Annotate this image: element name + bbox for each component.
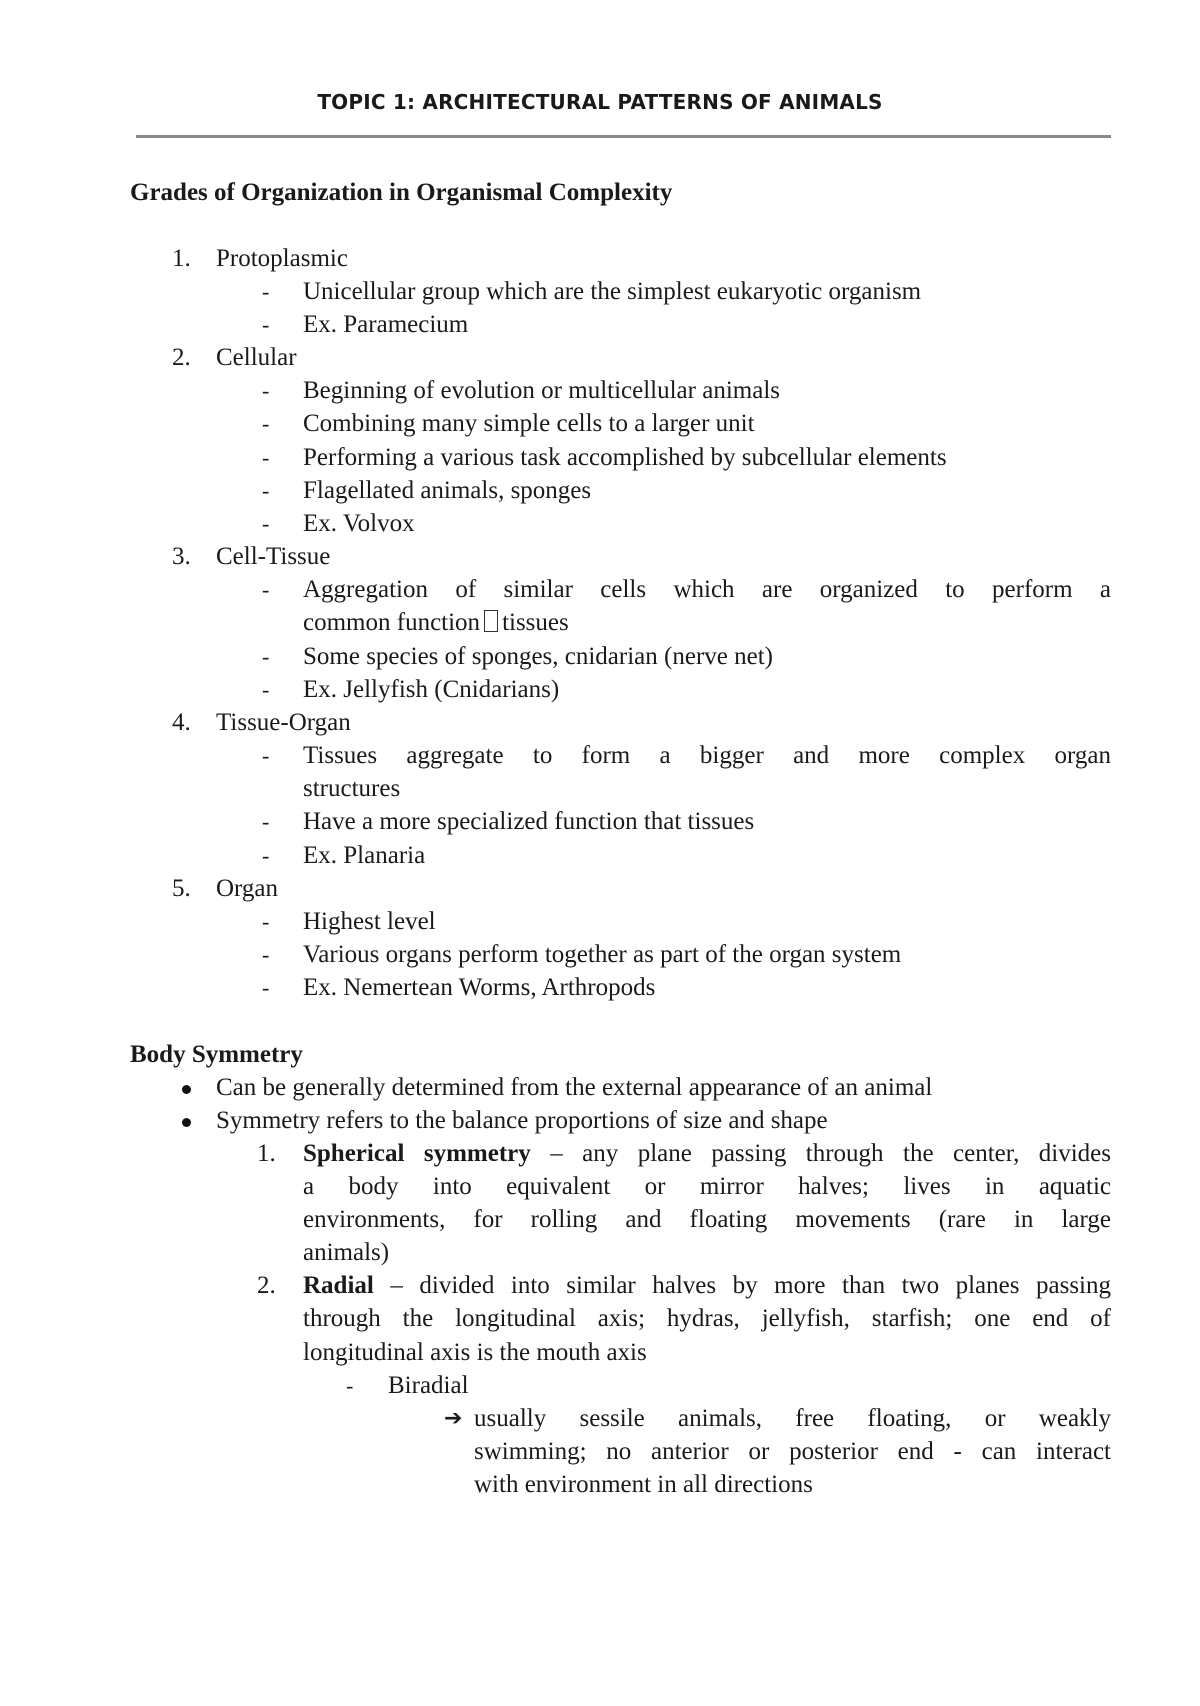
- list-point: Ex. Volvox: [303, 510, 415, 537]
- sublist-line: through the longitudinal axis; hydras, jellyfish, starfish; one end of: [303, 1305, 1111, 1332]
- list-point: Ex. Jellyfish (Cnidarians): [303, 676, 560, 703]
- list-point: Have a more specialized function that tissues: [303, 808, 755, 835]
- bullet-item: Symmetry refers to the balance proportions of size and shape: [216, 1107, 828, 1134]
- list-point: Ex. Paramecium: [303, 311, 469, 338]
- missing-glyph-icon: [484, 610, 498, 632]
- list-point: Ex. Nemertean Worms, Arthropods: [303, 974, 656, 1001]
- sublist-line: a body into equivalent or mirror halves; lives in aquatic: [303, 1173, 1111, 1200]
- title-divider: [136, 135, 1111, 138]
- dash-marker: -: [262, 942, 270, 967]
- biradial-label: Biradial: [388, 1372, 469, 1399]
- list-number: 4.: [172, 709, 191, 736]
- sublist-line: longitudinal axis is the mouth axis: [303, 1339, 647, 1366]
- list-point-text: common function: [303, 609, 481, 636]
- list-point: Ex. Planaria: [303, 842, 426, 869]
- term-description: – any plane passing through the center, divides: [550, 1140, 1111, 1167]
- section-heading-body-symmetry: Body Symmetry: [130, 1041, 303, 1068]
- dash-marker: -: [262, 445, 270, 470]
- term-description: – divided into similar halves by more than two planes passing: [390, 1272, 1111, 1299]
- list-point: Tissues aggregate to form a bigger and more complex organ: [303, 742, 1111, 769]
- dash-marker: -: [262, 577, 270, 602]
- sublist-number: 2.: [257, 1272, 276, 1299]
- list-point-continuation: [303, 606, 569, 639]
- list-point: Beginning of evolution or multicellular animals: [303, 377, 780, 404]
- section-heading-grades: Grades of Organization in Organismal Complexity: [130, 179, 673, 206]
- dash-marker: -: [262, 809, 270, 834]
- dash-marker: -: [262, 511, 270, 536]
- list-point: Flagellated animals, sponges: [303, 477, 592, 504]
- arrow-point-line: swimming; no anterior or posterior end - can interact: [474, 1438, 1111, 1465]
- list-item-label: Tissue-Organ: [216, 709, 351, 736]
- list-point: Performing a various task accomplished by subcellular elements: [303, 444, 947, 471]
- dash-marker: -: [262, 743, 270, 768]
- term-spherical-symmetry: Spherical symmetry: [303, 1140, 531, 1167]
- arrow-point-line: usually sessile animals, free floating, or weakly: [474, 1405, 1111, 1432]
- page-title: TOPIC 1: ARCHITECTURAL PATTERNS OF ANIMALS: [317, 90, 883, 114]
- dash-marker: -: [262, 312, 270, 337]
- term-radial: Radial: [303, 1272, 374, 1299]
- list-point-continuation: structures: [303, 775, 401, 802]
- dash-marker: -: [262, 279, 270, 304]
- arrow-right-icon: ➔: [444, 1406, 463, 1431]
- dash-marker: -: [346, 1373, 354, 1398]
- dash-marker: -: [262, 378, 270, 403]
- sublist-line: environments, for rolling and floating movements (rare in large: [303, 1206, 1111, 1233]
- arrow-point-line: with environment in all directions: [474, 1471, 813, 1498]
- list-point: Highest level: [303, 908, 436, 935]
- bullet-icon: [182, 1085, 191, 1094]
- dash-marker: -: [262, 909, 270, 934]
- dash-marker: -: [262, 478, 270, 503]
- dash-marker: -: [262, 975, 270, 1000]
- list-item-label: Organ: [216, 875, 279, 902]
- list-number: 5.: [172, 875, 191, 902]
- sublist-line: [303, 1137, 1111, 1170]
- sublist-line: animals): [303, 1239, 390, 1266]
- list-number: 3.: [172, 543, 191, 570]
- list-point: Some species of sponges, cnidarian (nerve net): [303, 643, 773, 670]
- list-point: Combining many simple cells to a larger unit: [303, 410, 755, 437]
- sublist-number: 1.: [257, 1140, 276, 1167]
- dash-marker: -: [262, 677, 270, 702]
- list-point-text: tissues: [502, 609, 569, 636]
- list-point: Various organs perform together as part of the organ system: [303, 941, 902, 968]
- list-point: Aggregation of similar cells which are organized to perform a: [303, 576, 1111, 603]
- list-number: 1.: [172, 245, 191, 272]
- list-item-label: Protoplasmic: [216, 245, 348, 272]
- list-item-label: Cell-Tissue: [216, 543, 331, 570]
- bullet-icon: [182, 1118, 191, 1127]
- list-item-label: Cellular: [216, 344, 297, 371]
- dash-marker: -: [262, 411, 270, 436]
- list-number: 2.: [172, 344, 191, 371]
- bullet-item: Can be generally determined from the external appearance of an animal: [216, 1074, 933, 1101]
- dash-marker: -: [262, 644, 270, 669]
- list-point: Unicellular group which are the simplest eukaryotic organism: [303, 278, 922, 305]
- dash-marker: -: [262, 843, 270, 868]
- sublist-line: [303, 1269, 1111, 1302]
